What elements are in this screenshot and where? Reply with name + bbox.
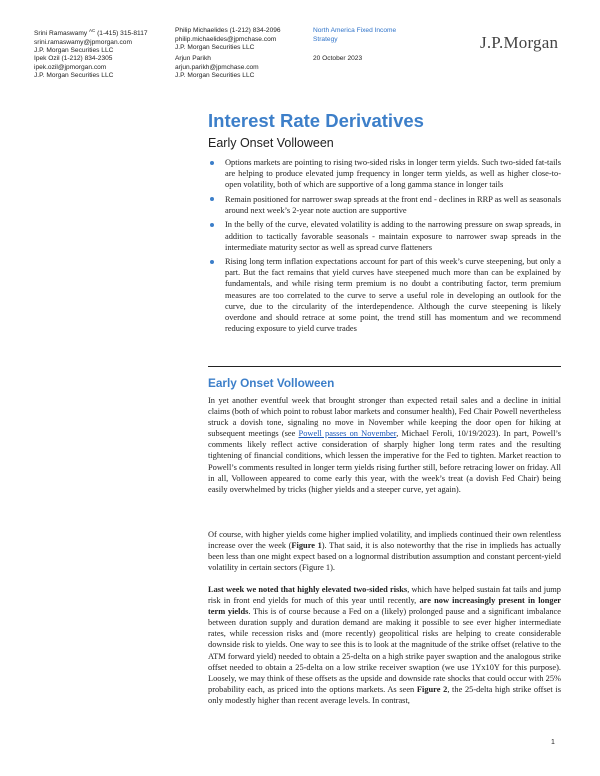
analyst-block-4 [175,55,259,81]
analyst-phone: (1-415) 315-8117 [95,30,148,38]
report-category-line2: Strategy [313,35,338,43]
paragraph-text: , Michael Feroli, 10/19/2023). In part, Powell’s comments likely reflect active consideration of sharply higher long term rates and the resulting tightening of financial conditions, which lessen the imperative for the Fed to tighten. Market reaction to Powell’s comments resulted in longer term yields rising further still, before retracing lower on friday. All in all, Volloween appeared to come early this year, with the week’s treat (a dovish Fed Chair) being easily overwhelmed by tricks (higher yields and a steeper curve, yet again). [208,429,562,494]
paragraph-text: , which have helped sustain fat tails and jump risk in front end yields for much of this year until recently, [208,585,561,606]
body-paragraph-3 [208,584,561,706]
analyst-firm: J.P. Morgan Securities LLC [34,47,114,55]
paragraph-text: . This is of course because a Fed on a (likely) prolonged pause and a significant imbalance between duration supply and duration demand are making it possible to see ever higher intermediate rates, while recession risks and (more recently) geopolitical risks are helping to create considerable downside risk to yields. One way to see this is to look at the magnitude of the strike offset (relative to the ATM forward yield) needed to obtain a 25-delta on a high strike payer swaption and the analogous strike offset needed to obtain a 25-delta on a low strike receiver swaption (we use 1Yx10Y for this purpose). Loosely, we may think of these offsets as the upside and downside rate shocks that could occur with 25% probability each, as priced into the options markets. As seen [208,607,561,694]
section-heading: Early Onset Volloween [208,376,335,390]
page-subtitle: Early Onset Volloween [208,136,334,150]
summary-bullet [208,157,561,190]
analyst-email[interactable]: arjun.parikh@jpmchase.com [175,63,259,71]
report-date: 20 October 2023 [313,55,363,62]
powell-passes-link[interactable]: Powell passes on November [298,429,397,439]
emphasis-text: are now increasingly present in longer term yields [208,596,561,617]
section-divider [208,366,561,367]
body-paragraph-2 [208,529,561,573]
analyst-email[interactable]: srini.ramaswamy@jpmorgan.com [34,38,132,46]
analyst-firm: J.P. Morgan Securities LLC [34,72,114,80]
page-title: Interest Rate Derivatives [208,110,424,131]
bullet-icon [210,161,214,165]
figure-reference: Figure 1 [291,541,322,551]
bullet-text: Rising long term inflation expectations account for part of this week’s curve steepening, but only a part. But the fact remains that yield curves have steepened much more than can be explained by fundamentals, and while rising term premium is no doubt a contributing factor, term premium measures are too correlated to the curve to serve a useful role in developing an outlook for the curve, due to the circularity of the interdependence. Although the curve steepening is likely overdone and should retrace at some point, the trend still has momentum and we recommend reducing exposure to yield curve trades [225,257,561,333]
paragraph-text: Of course, with higher yields come higher implied volatility, and implieds continued their own relentless increase over the week ( [208,530,561,551]
analyst-name-line [175,27,281,36]
analyst-firm: J.P. Morgan Securities LLC [175,44,255,52]
bullet-text: Options markets are pointing to rising two-sided risks in longer term yields. Such two-sided fat-tails are helping to produce elevated jump frequency in longer term yields, as well as higher close-to-open volatility, both of which are supportive of a long gamma stance in longer tails [225,158,561,190]
bullet-icon [210,197,214,201]
figure-reference: Figure 2 [416,684,448,694]
body-paragraph-1 [208,395,561,495]
analyst-phone: (1-212) 834-2305 [59,55,113,62]
paragraph-text: ). That said, it is also noteworthy that the rise in implieds has actually been less than one might expect based on a lognormal distribution assumption and constant percent-yield volatility in certain sectors (Figure 1). [208,541,561,573]
analyst-name: Ipek Ozil [34,55,60,62]
paragraph-text: In yet another eventful week that brought stronger than expected retail sales and a decline in initial claims (both of which point to robust labor markets and consumer health), Fed Chair Powell nevertheless struck a dovish tone, signaling no move in November while keeping the door open for hiking at subsequent meetings (see [208,396,561,439]
bullet-icon [210,260,214,264]
analyst-email[interactable]: ipek.ozil@jpmorgan.com [34,63,107,71]
jpmorgan-logo: J.P.Morgan [480,33,559,52]
summary-bullet [208,219,561,252]
analyst-block-3 [175,27,281,53]
paragraph-text: , the 25-delta high strike offset is only modestly higher than recent average levels. In contrast, [208,684,562,705]
emphasis-text: Last week we noted that highly elevated two-sided risks [208,585,408,594]
page-number: 1 [551,739,555,746]
analyst-email[interactable]: philip.michaelides@jpmchase.com [175,35,277,43]
analyst-name: Arjun Parikh [175,55,211,62]
analyst-name-line [34,27,148,39]
report-category [313,27,396,44]
summary-bullets [208,157,561,337]
analyst-name: Philip Michaelides [175,27,228,34]
analyst-block-1 [34,27,148,56]
analyst-firm: J.P. Morgan Securities LLC [175,72,255,80]
report-category-line1: North America Fixed Income [313,27,397,34]
bullet-text: Remain positioned for narrower swap spreads at the front end - declines in RRP as well as seasonals around next week’s 2-year note auction are supportive [225,194,561,215]
bullet-text: In the belly of the curve, elevated volatility is adding to the narrowing pressure on swap spreads, in addition to tactically favorable seasonals - maintain exposure to narrower swap spreads in the intermediate maturity sector as well as spread curve flatteners [225,220,561,252]
analyst-name-line [34,55,113,64]
analyst-phone: (1-212) 834-2096 [227,27,281,34]
analyst-certification: AC [88,28,96,33]
summary-bullet [208,256,561,334]
summary-bullet [208,194,561,216]
analyst-name: Srini Ramaswamy [34,30,88,38]
bullet-icon [210,223,214,227]
analyst-block-2 [34,55,113,81]
